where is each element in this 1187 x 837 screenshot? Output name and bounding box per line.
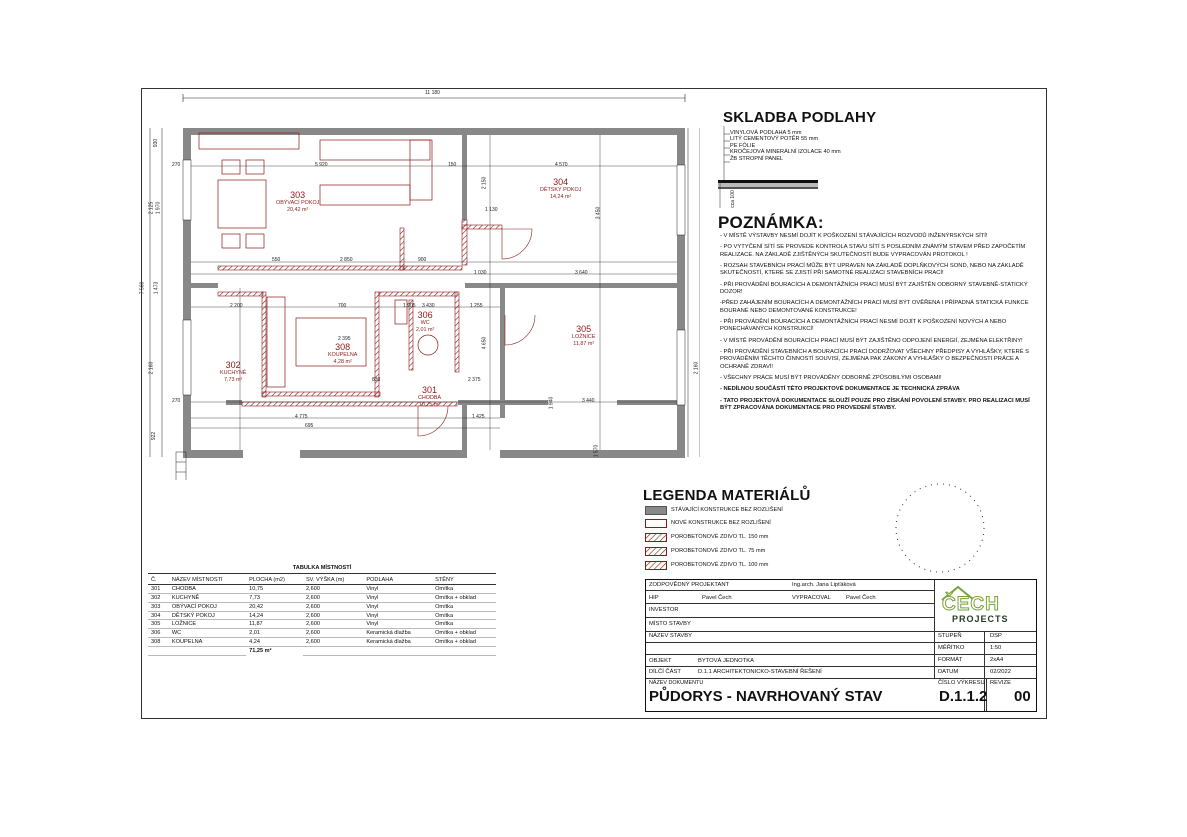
cell: 2,600 [303, 638, 363, 647]
cell: KUCHYNĚ [169, 594, 246, 603]
room-label-308 [328, 342, 357, 365]
cell: 20,42 [246, 602, 303, 611]
cell: Omítka [432, 620, 496, 629]
cell: Omítka [432, 611, 496, 620]
floor-total-thickness: cca 100 [729, 190, 736, 208]
tb-object-label: OBJEKT [649, 658, 672, 664]
dim-1130: 1 130 [485, 207, 498, 213]
col-header: SV. VÝŠKA (m) [303, 576, 363, 584]
hatch-75-swatch [645, 547, 667, 556]
tb-author-label: VYPRACOVAL [792, 595, 831, 601]
tb-hip-label: HIP [649, 595, 659, 601]
cell: 2,600 [303, 585, 363, 594]
dim-270: 270 [172, 162, 181, 168]
cell: 2,600 [303, 611, 363, 620]
tb-hip: Pavel Čech [702, 595, 732, 601]
new-swatch [645, 519, 667, 528]
dim-550: 550 [272, 257, 281, 263]
table-row [148, 638, 496, 647]
legend-title: LEGENDA MATERIÁLŮ [643, 487, 811, 504]
dim-700: 700 [338, 303, 347, 309]
dim-2150: 2 150 [481, 176, 488, 190]
room-area: 2,01 m² [416, 326, 435, 333]
floor-layer: KROČEJOVÁ MINERÁLNÍ IZOLACE 40 mm [730, 149, 841, 156]
room-name: CHODBA [418, 395, 442, 402]
tb-date: 02/2022 [990, 669, 1011, 675]
hatch-100-swatch [645, 561, 667, 570]
room-number: 304 [553, 177, 569, 187]
dim-2125: 2 125 [148, 201, 155, 215]
cell: LOŽNICE [169, 620, 246, 629]
floor-layer: LITÝ CEMENTOVÝ POTĚR 55 mm [730, 136, 819, 143]
room-label-304 [540, 177, 581, 200]
legend-label: NOVÉ KONSTRUKCE BEZ ROZLIŠENÍ [671, 520, 771, 526]
company-logo [938, 583, 1034, 629]
note-item: - V MÍSTĚ VÝSTAVBY NESMÍ DOJÍT K POŠKOZENÍ STÁVAJÍCÍCH ROZVODŮ INŽENÝRSKÝCH SÍTÍ! [720, 233, 988, 239]
tb-rev: 00 [1014, 688, 1031, 705]
legend-list [645, 506, 845, 576]
cell: 301 [148, 585, 169, 594]
table-row [148, 602, 496, 611]
dim-1030: 1 030 [474, 270, 487, 276]
existing-swatch [645, 506, 667, 515]
total-area: 71,25 m² [249, 647, 272, 654]
note-item: - TATO PROJEKTOVÁ DOKUMENTACE SLOUŽÍ POUZE PRO ZÍSKÁNÍ POVOLENÍ STAVBY. PRO REALIZACI MUSÍ BÝT ZPRACOVÁNA DOKUMENTACE PRO PROVEDENÍ STAVBY. [720, 397, 1030, 412]
legend-label: POROBETONOVÉ ZDIVO TL. 150 mm [671, 534, 769, 540]
tb-investor-label: INVESTOR [649, 607, 679, 613]
dim-900: 900 [418, 257, 427, 263]
tb-stage: DSP [990, 633, 1002, 639]
floor-layer: VINYLOVÁ PODLAHA 5 mm [730, 130, 802, 136]
room-name: WC [420, 320, 430, 327]
cell: 2,600 [303, 594, 363, 603]
cell: Vinyl [363, 585, 432, 594]
dim-5920: 5 920 [315, 162, 328, 168]
notes-list [720, 233, 1038, 417]
legend-label: POROBETONOVÉ ZDIVO TL. 100 mm [671, 562, 769, 568]
table-row [148, 594, 496, 603]
title-block [645, 579, 1037, 712]
dim-3440: 3 440 [582, 398, 595, 404]
dim-4650: 4 650 [481, 336, 488, 350]
room-label-305 [572, 324, 595, 347]
dim-2395: 2 395 [338, 336, 351, 342]
room-name: DĚTSKÝ POKOJ [540, 187, 582, 194]
dim-150: 150 [448, 162, 457, 168]
tb-scale-label: MĚŘÍTKO [938, 645, 965, 651]
cell: Vinyl [363, 594, 432, 603]
note-item: - V MÍSTĚ PROVÁDĚNÍ BOURACÍCH PRACÍ MUSÍ BÝT ZAJIŠTĚNO ODPOJENÍ ENERGIÍ, ZEJMÉNA ELEKTŘINY! [720, 337, 1023, 344]
room-area: 4,28 m² [333, 358, 352, 365]
table-row [148, 629, 496, 638]
room-area: 11,87 m² [573, 340, 595, 347]
tb-object: BYTOVÁ JEDNOTKA [698, 658, 754, 664]
dim-3640: 3 640 [575, 270, 588, 276]
legend-label: STÁVAJÍCÍ KONSTRUKCE BEZ ROZLIŠENÍ [671, 507, 783, 513]
dim-2850: 2 850 [340, 257, 353, 263]
logo-bottom-text: PROJECTS [952, 614, 1009, 624]
floor-layer: PE FÓLIE [730, 142, 756, 149]
room-label-302 [220, 360, 246, 383]
room-number: 303 [290, 190, 306, 200]
col-header: Č. [148, 576, 169, 584]
tb-rev-label: REVIZE [990, 680, 1011, 686]
col-header: NÁZEV MÍSTNOSTI [169, 576, 246, 584]
note-item: - PŘI PROVÁDĚNÍ BOURACÍCH A DEMONTÁŽNÍCH PRACÍ NESMÍ DOJÍT K POŠKOZENÍ NOVÝCH A NEBO PONECHÁVANÝCH KONSTRUKCÍ! [720, 319, 1007, 333]
room-label-306 [416, 310, 434, 333]
cell: 305 [148, 620, 169, 629]
dim-3450: 3 450 [595, 206, 602, 220]
dim-695: 695 [305, 423, 314, 429]
tb-format: 2xA4 [990, 657, 1004, 663]
room-label-301 [418, 385, 441, 408]
cell: Keramická dlažba [363, 629, 432, 638]
cell: Omítka + obklad [432, 629, 496, 638]
windows [183, 160, 685, 405]
dim-2200: 2 200 [230, 303, 243, 309]
cell: 308 [148, 638, 169, 647]
cell: Vinyl [363, 602, 432, 611]
rooms-table [148, 576, 496, 655]
cell: Omítka + obklad [432, 594, 496, 603]
room-name: KUCHYNĚ [220, 370, 247, 377]
tb-drawno-label: ČÍSLO VÝKRESU [938, 680, 985, 686]
tb-author: Pavel Čech [846, 595, 876, 601]
tb-part-label: DÍLČÍ ČÁST [649, 669, 681, 675]
dim-1940: 1 940 [548, 396, 555, 410]
floor-composition-title: SKLADBA PODLAHY [723, 109, 877, 126]
cell: WC [169, 629, 246, 638]
note-item: - PŘI PROVÁDĚNÍ BOURACÍCH A DEMONTÁŽNÍCH PRACÍ MUSÍ BÝT ZAJIŠTĚN ODBORNÝ STAVEBNĚ-STATICKÝ DOZOR! [720, 281, 1028, 295]
table-total-row [148, 646, 496, 655]
rooms-table-header [148, 576, 496, 584]
tb-date-label: DATUM [938, 669, 959, 675]
cell: 303 [148, 602, 169, 611]
room-number: 301 [422, 385, 438, 395]
dim-922: 922 [151, 431, 158, 441]
cell: Omítka [432, 585, 496, 594]
room-number: 308 [335, 342, 351, 352]
cell: Omítka [432, 602, 496, 611]
tb-format-label: FORMÁT [938, 657, 963, 663]
note-item: -PŘED ZAHÁJENÍM BOURACÍCH A DEMONTÁŽNÍCH PRACÍ MUSÍ BÝT OVĚŘENA I PŘÍPADNÁ STATICKÁ FUNKCE BOURANÉ NEBO DEMONTOVANÉ KONSTRUKCE! [720, 300, 1029, 314]
cell: 7,73 [246, 594, 303, 603]
tb-responsible: Ing.arch. Jana Lipťáková [792, 582, 856, 588]
tb-place-label: MÍSTO STAVBY [649, 621, 691, 627]
dim-1255: 1 255 [470, 303, 483, 309]
table-row [148, 585, 496, 594]
room-number: 302 [225, 360, 241, 370]
cell: 306 [148, 629, 169, 638]
cell: CHODBA [169, 585, 246, 594]
tb-drawno: D.1.1.2 [939, 688, 988, 705]
dim-830: 830 [372, 377, 381, 383]
floor-section-drawing [712, 118, 822, 210]
dim-2160-right: 2 160 [693, 361, 700, 375]
dim-930: 930 [153, 138, 160, 148]
tb-part: D.1.1 ARCHITEKTONICKO-STAVEBNÍ ŘEŠENÍ [698, 669, 822, 675]
legend-label: POROBETONOVÉ ZDIVO TL. 75 mm [671, 548, 766, 554]
dim-7560: 7 560 [139, 281, 146, 295]
cell: 2,01 [246, 629, 303, 638]
dim-1425: 1 425 [472, 414, 485, 420]
hatch-150-swatch [645, 533, 667, 542]
room-label-303 [276, 190, 319, 213]
note-item: - PO VYTYČENÍ SÍTÍ SE PROVEDE KONTROLA STAVU SÍTÍ S POSLEDNÍM ZNÁMÝM STAVEM PŘED ZAPOČETÍM REALIZACE. NA ZÁKLADĚ ZJIŠTĚNÝCH SKUTEČNOSTÍ BUDE VYPRACOVÁN PROTOKOL ! [720, 244, 1026, 258]
rooms-table-wrap [148, 565, 496, 656]
logo-top-text: ČECH [942, 594, 1000, 615]
cell: 4,24 [246, 638, 303, 647]
room-area: 7,73 m² [224, 376, 243, 383]
floor-plan [0, 0, 700, 480]
room-area: 14,24 m² [550, 193, 572, 200]
dim-2160: 2 160 [148, 361, 155, 375]
cell: Vinyl [363, 620, 432, 629]
room-number: 306 [417, 310, 433, 320]
tb-scale: 1:50 [990, 645, 1002, 651]
room-area: 20,42 m² [287, 206, 309, 213]
cell: 10,75 [246, 585, 303, 594]
cell: 11,87 [246, 620, 303, 629]
note-item: - PŘI PROVÁDĚNÍ STAVEBNÍCH A BOURACÍCH PRACÍ DODRŽOVAT VŠECHNY PŘEDPISY A VYHLÁŠKY, KTERÉ S PROVÁDĚNÍM TĚCHTO ČINNOSTÍ SOUVISÍ, ZEJMÉNA PAK ZÁKONY A VYHLÁŠKY O BEZPEČNOSTI PRÁCE A OCHRANĚ ZDRAVÍ! [720, 349, 1030, 370]
room-name: OBÝVACÍ POKOJ [276, 200, 320, 207]
cell: Vinyl [363, 611, 432, 620]
room-name: KOUPELNA [328, 352, 358, 359]
room-name: LOŽNICE [572, 334, 596, 341]
cell: DĚTSKÝ POKOJ [169, 611, 246, 620]
cell: Omítka + obklad [432, 638, 496, 647]
cell: 2,600 [303, 620, 363, 629]
tb-docname-label: NÁZEV DOKUMENTU [649, 680, 704, 686]
cell: 14,24 [246, 611, 303, 620]
table-row [148, 611, 496, 620]
dim-2375: 2 375 [468, 377, 481, 383]
cell: 2,600 [303, 602, 363, 611]
note-item: - ROZSAH STAVEBNÍCH PRACÍ MŮŽE BÝT UPRAVEN NA ZÁKLADĚ DOPLŇKOVÝCH SOND, NEBO NA ZÁKLADĚ SKUTEČNOSTÍ, KTERÉ SE ZJISTÍ PŘI SAMOTNÉ REALIZACI STAVEBNÍCH PRACÍ! [720, 263, 1024, 277]
note-item: - NEDÍLNOU SOUČÁSTÍ TÉTO PROJEKTOVÉ DOKUMENTACE JE TECHNICKÁ ZPRÁVA [720, 386, 960, 393]
notes-title: POZNÁMKA: [718, 213, 824, 232]
cell: KOUPELNA [169, 638, 246, 647]
col-header: PODLAHA [363, 576, 432, 584]
tb-docname: PŮDORYS - NAVRHOVANÝ STAV [649, 688, 883, 705]
dim-3430: 3 430 [422, 303, 435, 309]
overall-dim-label: 11 180 [425, 90, 440, 96]
cell: Keramická dlažba [363, 638, 432, 647]
stamp-placeholder [890, 478, 990, 578]
room-area: 10,75 m² [418, 401, 441, 408]
dim-1473: 1 473 [153, 281, 160, 295]
col-header: STĚNY [432, 576, 496, 584]
table-row [148, 620, 496, 629]
room-number: 305 [576, 324, 592, 334]
dim-270-bottom: 270 [172, 398, 181, 404]
cell: OBÝVACÍ POKOJ [169, 602, 246, 611]
dim-4570: 4 570 [555, 162, 568, 168]
tb-responsible-label: ZODPOVĚDNÝ PROJEKTANT [649, 582, 730, 588]
cell: 304 [148, 611, 169, 620]
cell: 2,600 [303, 629, 363, 638]
col-header: PLOCHA (m2) [246, 576, 303, 584]
dim-4775: 4 775 [295, 414, 308, 420]
dim-1905: 1 905 [403, 303, 416, 309]
rooms-table-title: TABULKA MÍSTNOSTÍ [148, 565, 496, 574]
note-item: - VŠECHNY PRÁCE MUSÍ BÝT PROVÁDĚNY ODBORNĚ ZPŮSOBILÝMI OSOBAMI! [720, 375, 942, 382]
dim-1570: 1 570 [593, 444, 600, 458]
dim-1970: 1 970 [155, 201, 162, 215]
floor-layer: ŽB STROPNÍ PANEL [730, 155, 784, 162]
tb-name-label: NÁZEV STAVBY [649, 633, 692, 639]
tb-stage-label: STUPEŇ [938, 633, 962, 639]
cell: 302 [148, 594, 169, 603]
